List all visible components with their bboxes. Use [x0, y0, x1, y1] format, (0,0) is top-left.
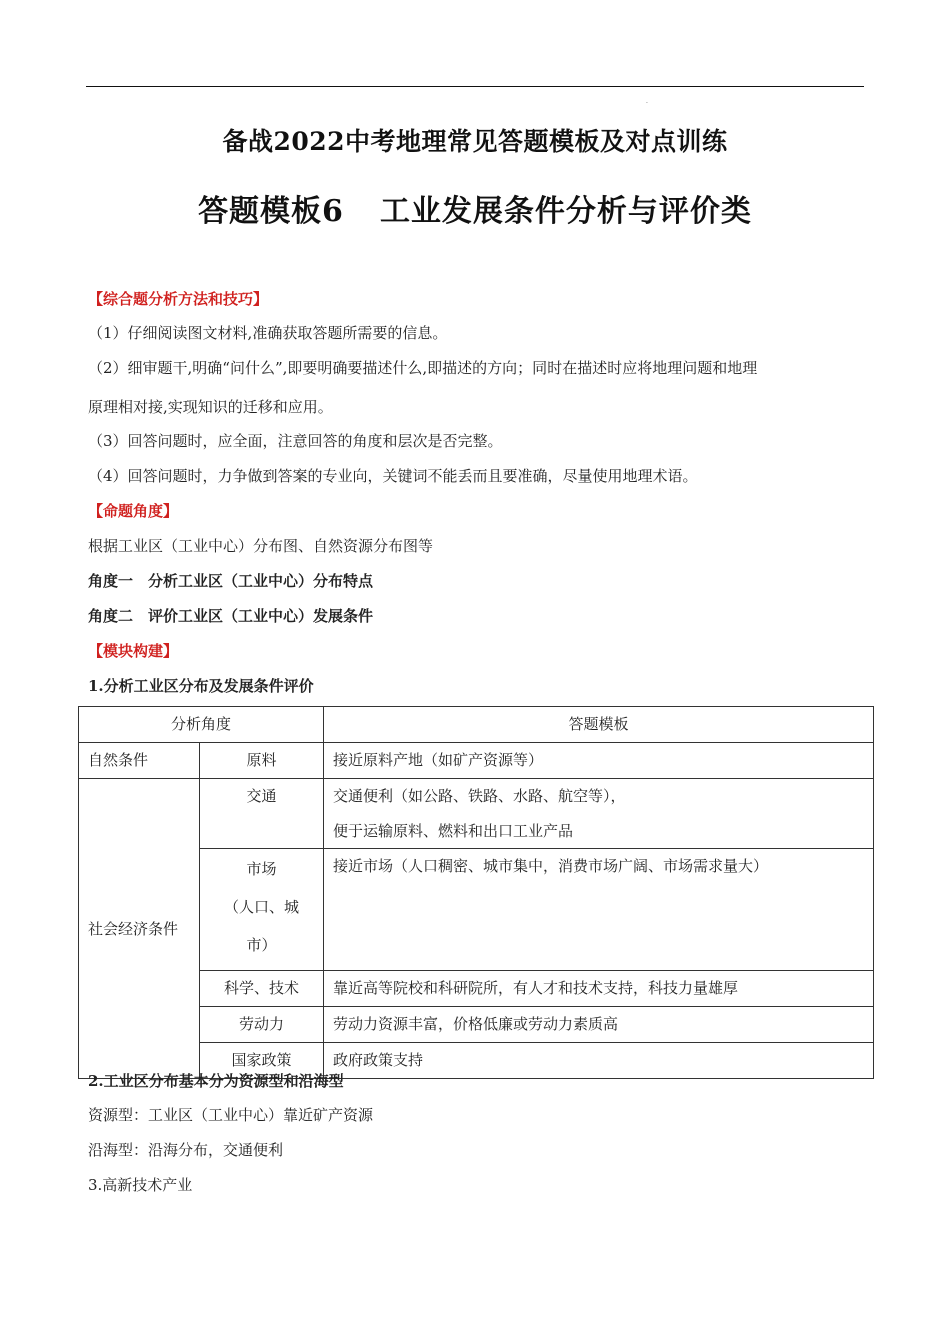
angles-heading: 【命题角度】: [88, 502, 179, 520]
method-item-3: （3）回答问题时，应全面，注意回答的角度和层次是否完整。: [88, 432, 503, 450]
template-topic: 工业发展条件分析与评价类: [379, 194, 752, 229]
header-rule: [86, 86, 864, 87]
resource-type: 资源型：工业区（工业中心）靠近矿产资源: [88, 1106, 374, 1124]
header-dot: .: [646, 98, 648, 105]
table-row: [79, 743, 874, 779]
methods-heading: 【综合题分析方法和技巧】: [88, 290, 269, 308]
natural-condition: 自然条件: [79, 743, 200, 779]
social-condition: 社会经济条件: [79, 779, 200, 1079]
table-header-row: [79, 707, 874, 743]
answer-labor: 劳动力资源丰富，价格低廉或劳动力素质高: [324, 1007, 874, 1043]
table-row: [79, 779, 874, 849]
factor-labor: 劳动力: [200, 1007, 324, 1043]
answer-transport-line2: 便于运输原料、燃料和出口工业产品: [333, 822, 574, 840]
factor-market-line1: 市场: [246, 860, 277, 878]
method-item-1: （1）仔细阅读图文材料,准确获取答题所需要的信息。: [88, 324, 448, 342]
factor-policy: 国家政策: [200, 1043, 324, 1079]
template-number: 答题模板6: [198, 194, 344, 229]
method-item-2-cont: 原理相对接,实现知识的迁移和应用。: [88, 398, 333, 416]
template-title: [0, 186, 950, 230]
document-title: 备战2022中考地理常见答题模板及对点训练: [222, 127, 728, 156]
answer-market: 接近市场（人口稠密、城市集中，消费市场广阔、市场需求量大）: [324, 849, 874, 971]
factor-tech: 科学、技术: [200, 971, 324, 1007]
method-item-4: （4）回答问题时，力争做到答案的专业向，关键词不能丢而且要准确，尽量使用地理术语。: [88, 467, 698, 485]
answer-transport-line1: 交通便利（如公路、铁路、水路、航空等），: [333, 787, 626, 805]
answer-raw: 接近原料产地（如矿产资源等）: [324, 743, 874, 779]
section-1-heading: 1.分析工业区分布及发展条件评价: [88, 677, 314, 695]
angle-two: 角度二 评价工业区（工业中心）发展条件: [88, 607, 374, 625]
template-table: [78, 706, 874, 1079]
module-heading: 【模块构建】: [88, 642, 179, 660]
method-item-2: （2）细审题干,明确“问什么”,即要明确要描述什么,即描述的方向；同时在描述时应将地理问题和地理: [88, 359, 758, 377]
factor-market: [200, 849, 324, 971]
factor-market-line2: （人口、城: [224, 898, 300, 916]
angles-intro: 根据工业区（工业中心）分布图、自然资源分布图等: [88, 537, 434, 555]
answer-transport: [324, 779, 874, 849]
header-angle: 分析角度: [79, 707, 324, 743]
factor-transport: 交通: [200, 779, 324, 849]
factor-raw: 原料: [200, 743, 324, 779]
factor-market-line3: 市）: [246, 936, 277, 954]
header-template: 答题模板: [324, 707, 874, 743]
angle-one: 角度一 分析工业区（工业中心）分布特点: [88, 572, 374, 590]
coastal-type: 沿海型：沿海分布，交通便利: [88, 1141, 284, 1159]
answer-policy: 政府政策支持: [324, 1043, 874, 1079]
section-3-heading: 3.高新技术产业: [88, 1176, 193, 1194]
section-2-heading: 2.工业区分布基本分为资源型和沿海型: [88, 1072, 344, 1090]
answer-tech: 靠近高等院校和科研院所，有人才和技术支持，科技力量雄厚: [324, 971, 874, 1007]
